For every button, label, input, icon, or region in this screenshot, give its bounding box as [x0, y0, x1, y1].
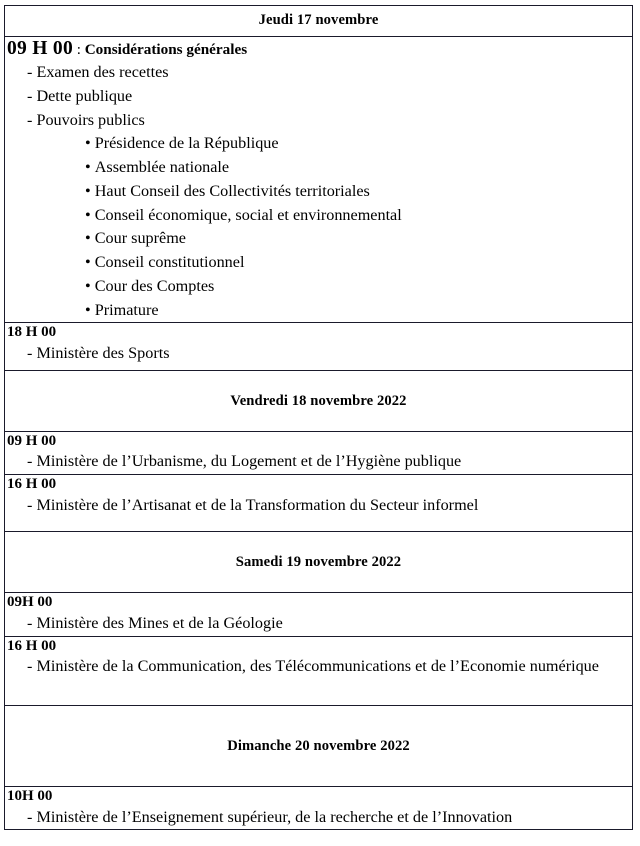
bullet-marker: •	[85, 253, 95, 272]
day-header-row	[5, 370, 633, 431]
dash-marker: -	[27, 110, 37, 129]
bullet-marker: •	[85, 229, 95, 248]
list-item-label: Présidence de la République	[94, 134, 279, 153]
slot-dash-list	[5, 61, 632, 132]
day-header-label: Dimanche 20 novembre 2022	[227, 738, 410, 755]
slot-cell-samedi-0900	[5, 593, 633, 636]
slot-dash-list	[5, 806, 632, 830]
list-item	[85, 275, 632, 299]
list-item-label: Cour des Comptes	[94, 276, 215, 295]
list-item	[27, 342, 632, 366]
slot-dash-list	[5, 342, 632, 366]
bullet-marker: •	[85, 181, 95, 200]
slot-time-value: 18 H 00	[7, 324, 57, 341]
list-item	[85, 180, 632, 204]
slot-time-heading	[5, 37, 632, 61]
slot-time-value: 16 H 00	[7, 637, 57, 654]
dash-marker: -	[27, 657, 37, 676]
dash-marker: -	[27, 807, 37, 826]
slot-cell-samedi-1600	[5, 636, 633, 705]
slot-cell-jeudi-0900	[5, 36, 633, 322]
list-item-label: Ministère des Sports	[36, 343, 170, 362]
slot-cell-vendredi-0900	[5, 431, 633, 474]
time-slot-row	[5, 636, 633, 705]
day-header-label: Samedi 19 novembre 2022	[235, 554, 402, 571]
agenda-table	[4, 5, 633, 830]
list-item	[85, 227, 632, 251]
slot-time-separator: :	[73, 41, 85, 58]
list-item	[27, 450, 632, 474]
list-item-label: Assemblée nationale	[94, 158, 230, 177]
slot-title: Considérations générales	[84, 40, 248, 58]
time-slot-row	[5, 787, 633, 830]
slot-cell-dimanche-1000	[5, 787, 633, 830]
slot-time-heading	[5, 323, 632, 342]
slot-time-heading	[5, 637, 632, 656]
list-item	[85, 156, 632, 180]
bullet-marker: •	[85, 134, 95, 153]
time-slot-row	[5, 593, 633, 636]
day-header-cell-samedi	[5, 532, 633, 593]
dash-marker: -	[27, 63, 37, 82]
document-page	[0, 5, 640, 846]
list-item-label: Ministère de l’Artisanat et de la Transformation du Secteur informel	[36, 495, 479, 514]
time-slot-row	[5, 431, 633, 474]
slot-time-heading	[5, 787, 632, 806]
list-item	[27, 806, 632, 830]
slot-bottom-spacer	[5, 679, 632, 705]
slot-dash-list	[5, 612, 632, 636]
list-item-label: Primature	[94, 300, 159, 319]
time-slot-row	[5, 36, 633, 322]
dash-marker: -	[27, 343, 37, 362]
list-item-label: Dette publique	[36, 86, 133, 105]
day-header-cell-jeudi	[5, 6, 633, 37]
bullet-marker: •	[85, 300, 95, 319]
bullet-marker: •	[85, 276, 95, 295]
list-item-label: Pouvoirs publics	[36, 110, 145, 129]
day-header-label: Jeudi 17 novembre	[258, 12, 379, 28]
list-item	[27, 61, 632, 85]
list-item	[85, 299, 632, 323]
slot-time-value: 16 H 00	[7, 475, 57, 492]
list-item	[85, 251, 632, 275]
slot-time-heading	[5, 475, 632, 494]
list-item-label: Conseil économique, social et environnemental	[94, 205, 402, 224]
slot-dash-list	[5, 450, 632, 474]
dash-marker: -	[27, 452, 37, 471]
list-item	[27, 655, 632, 679]
time-slot-row	[5, 323, 633, 370]
slot-time-heading	[5, 593, 632, 612]
slot-bottom-spacer	[5, 366, 632, 370]
day-header-row	[5, 532, 633, 593]
slot-dash-list	[5, 655, 632, 679]
day-header-row	[5, 6, 633, 37]
bullet-marker: •	[85, 158, 95, 177]
list-item-label: Haut Conseil des Collectivités territoriales	[94, 181, 370, 200]
list-item-label: Cour suprême	[94, 229, 186, 248]
slot-time-value: 09 H 00	[7, 37, 74, 59]
slot-time-value: 10H 00	[7, 788, 53, 804]
slot-bullet-list	[5, 132, 632, 322]
list-item-label: Ministère de l’Enseignement supérieur, de la recherche et de l’Innovation	[36, 807, 513, 826]
slot-dash-list	[5, 494, 632, 518]
day-header-label: Vendredi 18 novembre 2022	[230, 392, 407, 409]
list-item	[85, 132, 632, 156]
slot-cell-jeudi-1800	[5, 323, 633, 370]
slot-cell-vendredi-1600	[5, 474, 633, 531]
slot-time-heading	[5, 432, 632, 451]
list-item-label: Ministère de la Communication, des Télécommunications et de l’Economie numérique	[36, 657, 599, 676]
day-header-cell-vendredi	[5, 370, 633, 431]
dash-marker: -	[27, 86, 37, 105]
list-item	[27, 85, 632, 109]
list-item	[27, 109, 632, 133]
day-header-row	[5, 706, 633, 787]
slot-bottom-spacer	[5, 517, 632, 531]
day-header-cell-dimanche	[5, 706, 633, 787]
list-item-label: Conseil constitutionnel	[94, 253, 245, 272]
list-item	[27, 612, 632, 636]
dash-marker: -	[27, 495, 37, 514]
slot-time-value: 09H 00	[7, 594, 53, 611]
bullet-marker: •	[85, 205, 95, 224]
slot-time-value: 09 H 00	[7, 432, 57, 449]
agenda-table-body	[5, 6, 633, 830]
list-item-label: Ministère de l’Urbanisme, du Logement et de l’Hygiène publique	[36, 452, 462, 471]
dash-marker: -	[27, 614, 37, 632]
list-item-label: Examen des recettes	[36, 63, 169, 82]
list-item	[85, 204, 632, 228]
time-slot-row	[5, 474, 633, 531]
list-item	[27, 494, 632, 518]
list-item-label: Ministère des Mines et de la Géologie	[36, 614, 283, 632]
